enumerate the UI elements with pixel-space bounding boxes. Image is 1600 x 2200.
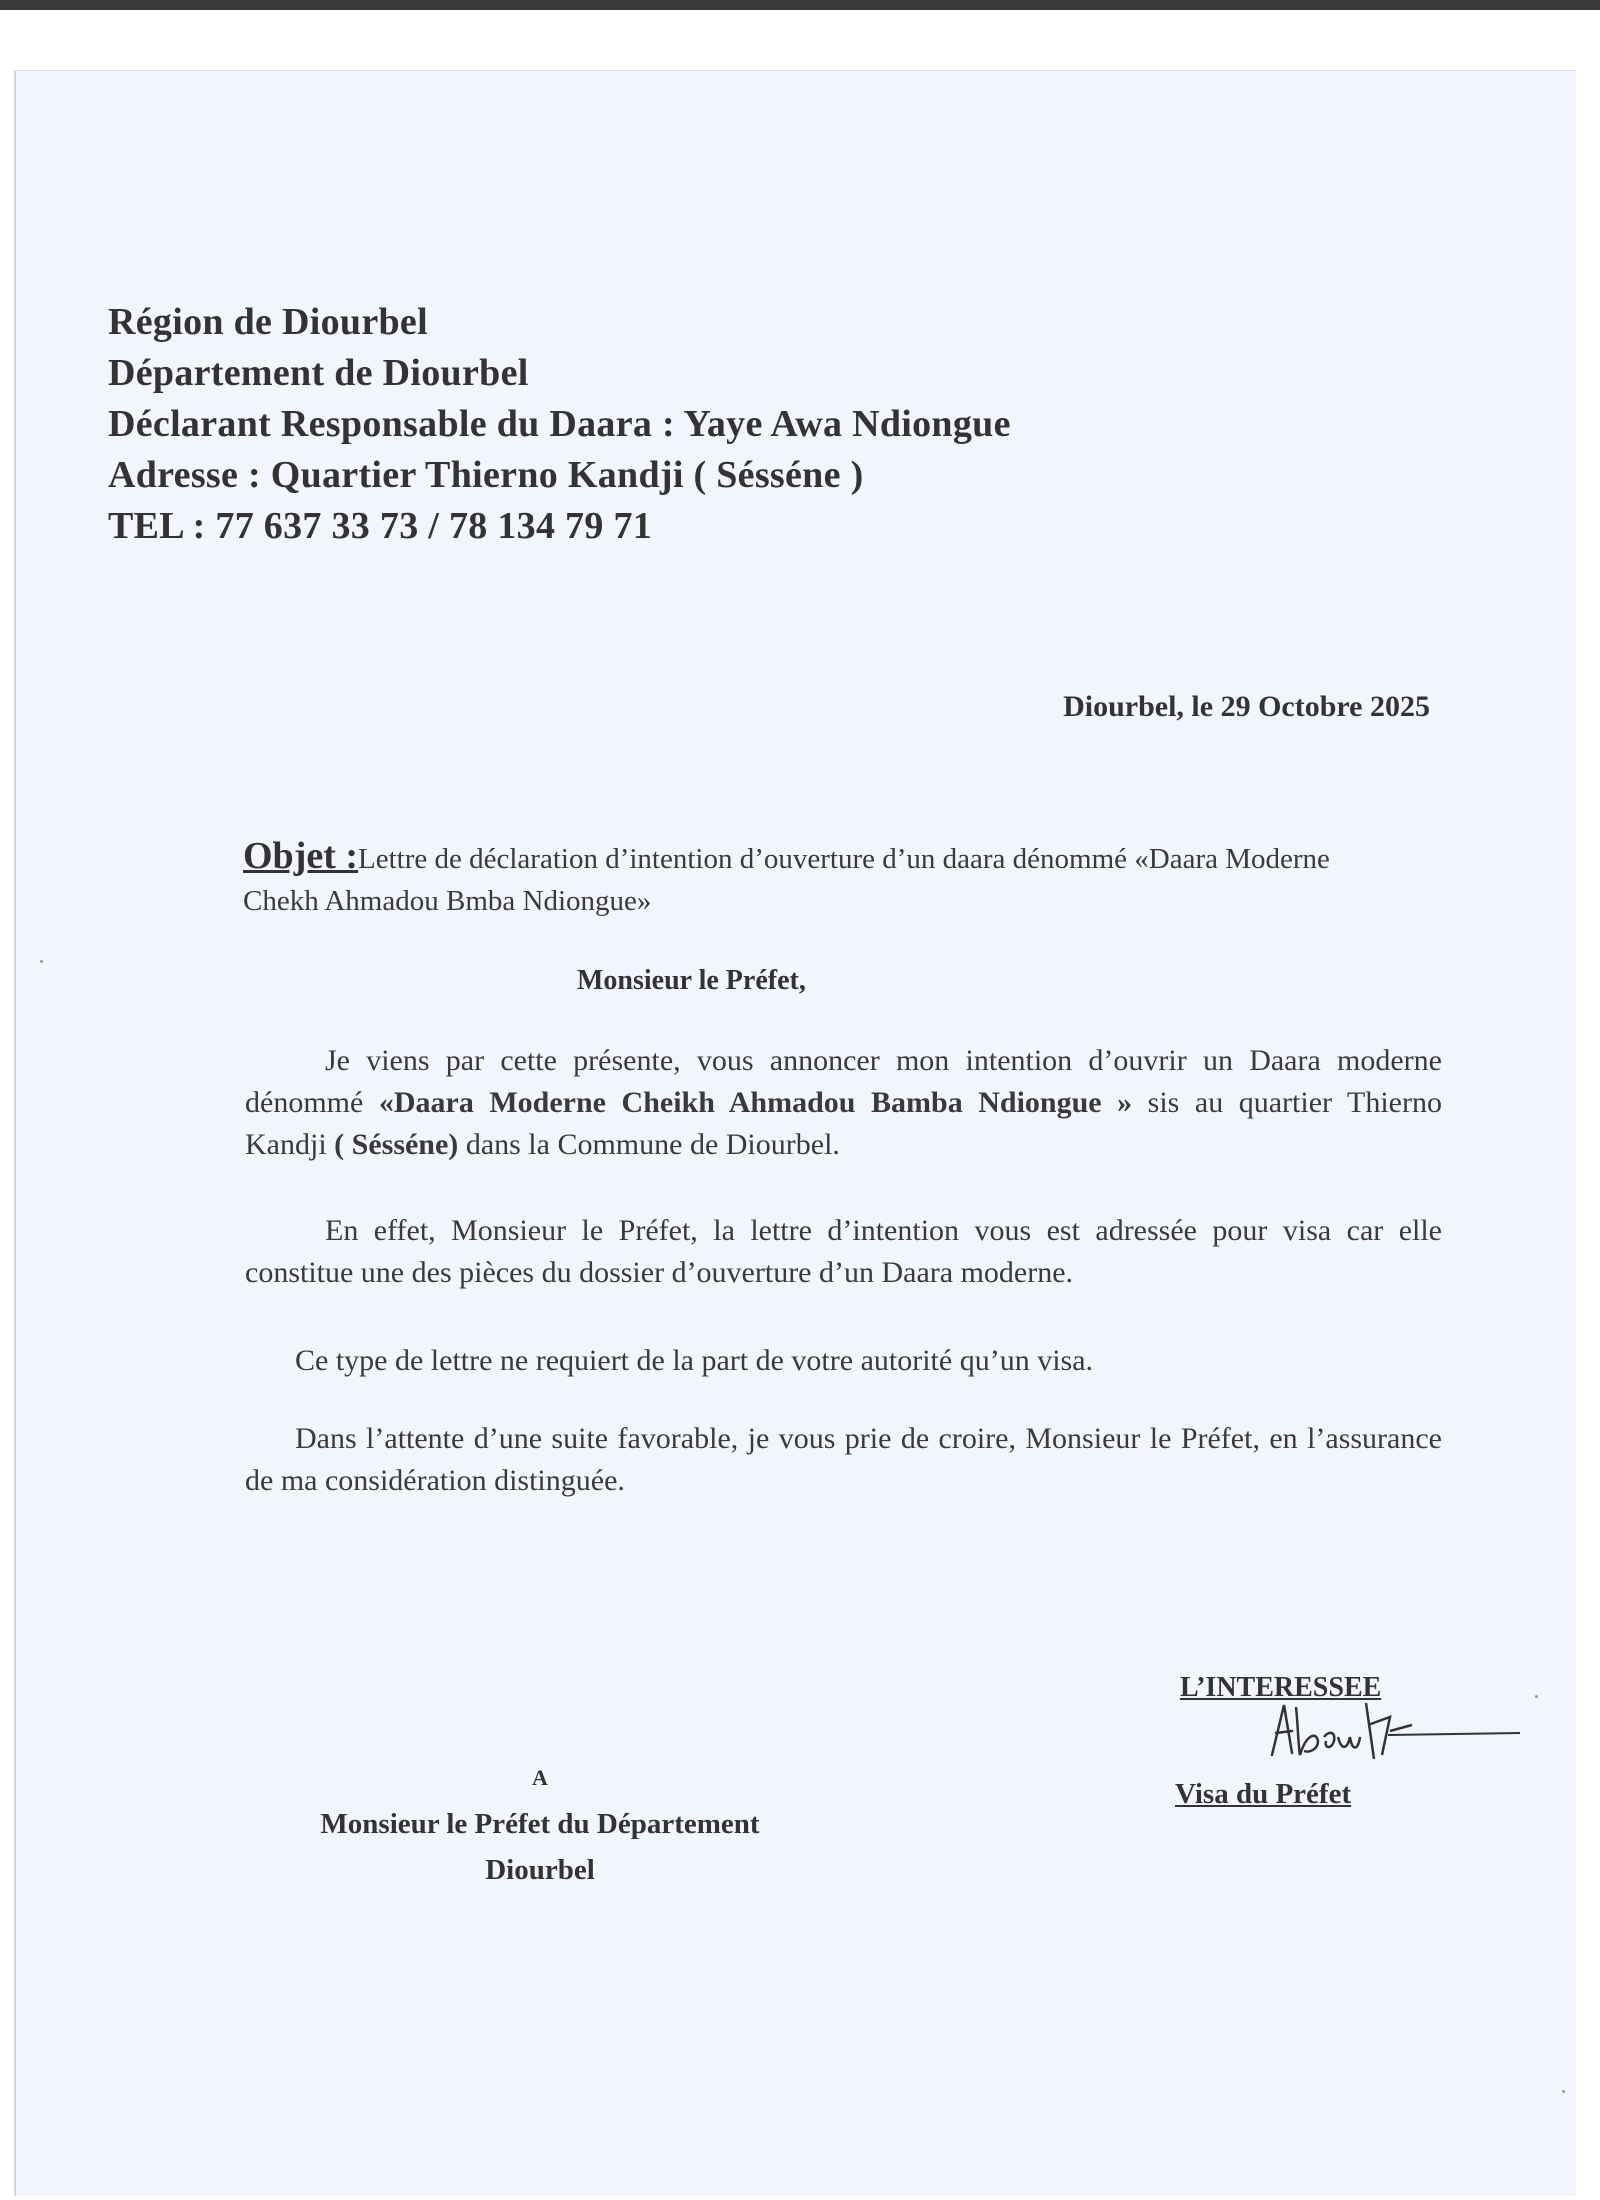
scan-speck xyxy=(1562,2090,1565,2093)
paragraph-1-end: dans la Commune de Diourbel. xyxy=(458,1128,840,1161)
paragraph-2 xyxy=(245,1210,1442,1294)
paragraph-4-text: Dans l’attente d’une suite favorable, je vous prie de croire, Monsieur le Préfet, en l’assurance de ma considération distinguée. xyxy=(245,1422,1442,1497)
recipient-a: A xyxy=(532,1765,548,1790)
subject-text: Lettre de déclaration d’intention d’ouverture d’un daara dénommé «Daara Moderne Chekh Ahmadou Bmba Ndiongue» xyxy=(243,843,1330,917)
daara-name: «Daara Moderne Cheikh Ahmadou Bamba Ndiongue » xyxy=(378,1086,1133,1119)
letter-subject xyxy=(243,835,1363,922)
scan-speck xyxy=(40,960,43,963)
interesse-label: L’INTERESSEE xyxy=(1180,1672,1382,1703)
recipient-block xyxy=(200,1755,880,1893)
salutation: Monsieur le Préfet, xyxy=(577,965,806,996)
letter-header xyxy=(108,297,1011,552)
header-adresse: Adresse : Quartier Thierno Kandji ( Sésséne ) xyxy=(108,454,864,496)
header-declarant: Déclarant Responsable du Daara : Yaye Awa Ndiongue xyxy=(108,403,1011,445)
paragraph-3-text: Ce type de lettre ne requiert de la part de votre autorité qu’un visa. xyxy=(295,1344,1094,1377)
paragraph-1 xyxy=(245,1040,1442,1166)
recipient-line-1: Monsieur le Préfet du Département xyxy=(320,1808,760,1840)
paragraph-3 xyxy=(245,1340,1442,1382)
paragraph-2-text: En effet, Monsieur le Préfet, la lettre d’intention vous est adressée pour visa car elle constitue une des pièces du dossier d’ouverture d’un Daara moderne. xyxy=(245,1214,1442,1289)
scan-edge xyxy=(0,0,1600,10)
header-departement: Département de Diourbel xyxy=(108,352,529,394)
visa-label: Visa du Préfet xyxy=(1175,1778,1352,1810)
paragraph-4 xyxy=(245,1418,1442,1502)
subject-label: Objet : xyxy=(243,835,359,877)
scan-speck xyxy=(1535,1695,1538,1698)
quarter-name: ( Sésséne) xyxy=(334,1128,459,1161)
paragraph-1-location: sis au quartier Thierno Kandji xyxy=(245,1086,1442,1161)
letter-date: Diourbel, le 29 Octobre 2025 xyxy=(1063,690,1430,723)
paragraph-1-text: Je viens par cette présente, vous annoncer mon intention d’ouvrir un Daara moderne dénommé xyxy=(245,1044,1442,1119)
handwritten-signature xyxy=(1262,1695,1522,1775)
recipient-line-2: Diourbel xyxy=(485,1854,595,1886)
header-tel: TEL : 77 637 33 73 / 78 134 79 71 xyxy=(108,505,653,547)
header-region: Région de Diourbel xyxy=(108,301,428,343)
